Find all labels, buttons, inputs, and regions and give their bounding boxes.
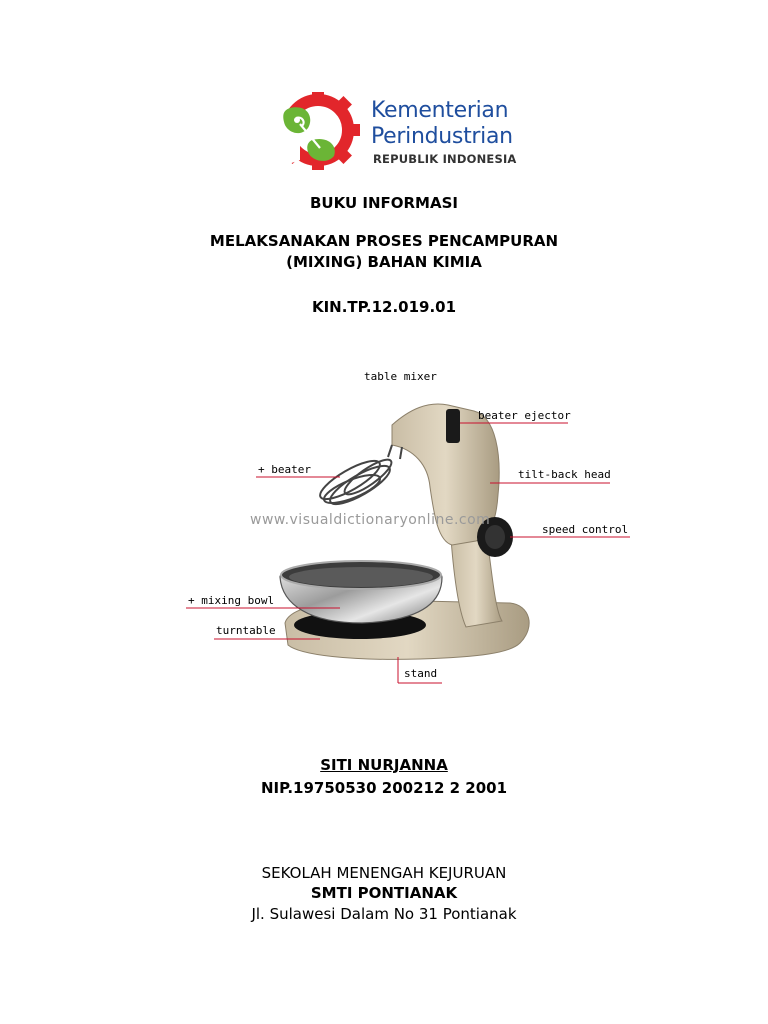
label-turntable: turntable — [216, 624, 276, 637]
school-type: SEKOLAH MENENGAH KEJURUAN — [261, 864, 507, 882]
label-mixing-bowl: + mixing bowl — [188, 594, 275, 607]
watermark-text: www.visualdictionaryonline.com — [250, 512, 491, 528]
label-tilt-back-head: tilt-back head — [518, 468, 611, 481]
label-speed-control: speed control — [542, 523, 629, 536]
author-nip: NIP.19750530 200212 2 2001 — [260, 779, 508, 797]
label-beater-ejector: beater ejector — [478, 409, 571, 422]
school-name: SMTI PONTIANAK — [310, 884, 458, 902]
logo-text-perindustrian: Perindustrian — [371, 124, 513, 149]
diagram-title: table mixer — [364, 370, 437, 383]
title-line-2: (MIXING) BAHAN KIMIA — [286, 253, 482, 271]
title-line-1: MELAKSANAKAN PROSES PENCAMPURAN — [209, 232, 559, 250]
book-type-heading: BUKU INFORMASI — [310, 194, 458, 212]
mixer-diagram — [180, 365, 630, 685]
logo-text-republik: REPUBLIK INDONESIA — [373, 152, 517, 166]
label-stand: stand — [404, 667, 438, 680]
author-name: SITI NURJANNA — [320, 756, 448, 774]
ministry-logo — [274, 92, 534, 170]
label-beater: + beater — [258, 463, 311, 476]
module-code: KIN.TP.12.019.01 — [311, 298, 457, 316]
school-address: Jl. Sulawesi Dalam No 31 Pontianak — [251, 905, 517, 923]
logo-text-kementerian: Kementerian — [371, 98, 509, 123]
gear-leaf-logo-icon — [274, 92, 366, 170]
